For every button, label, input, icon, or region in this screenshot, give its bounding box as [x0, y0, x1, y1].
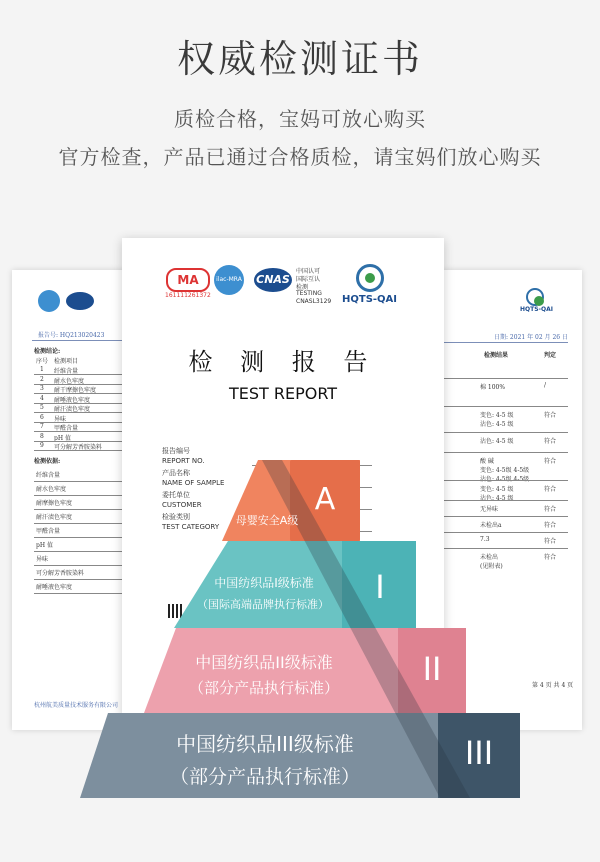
grade-a-label: 母婴安全A级 — [235, 514, 299, 527]
left-conclusion-head: 检测结论: — [34, 348, 61, 355]
left-col-item: 检测项目 — [54, 358, 79, 365]
right-result-judge: 符合 — [544, 486, 557, 493]
right-page: 第 4 页 共 4 页 — [532, 682, 574, 689]
right-col-result: 检测结果 — [484, 352, 509, 359]
grade-iii-letter: III — [464, 734, 494, 772]
right-hqts-label: HQTS-QAI — [520, 306, 554, 313]
grade-i-sub: （国际高端品牌执行标准） — [197, 598, 329, 611]
ma-number: 161111261372 — [165, 292, 211, 299]
left-col-no: 序号 — [36, 358, 49, 365]
report-field-label: NAME OF SAMPLE — [162, 479, 225, 487]
right-result-value: 无异味 — [480, 506, 499, 513]
report-field-label: CUSTOMER — [162, 501, 202, 509]
left-row-no: 7 — [40, 423, 44, 430]
report-field-label: 委托单位 — [162, 491, 190, 499]
grade-a-letter: A — [314, 482, 336, 517]
grade-i-letter: I — [375, 568, 385, 606]
left-row-no: 3 — [40, 385, 44, 392]
left-basis-item: 纤维含量 — [36, 472, 61, 479]
report-field-label: REPORT NO. — [162, 457, 205, 465]
left-row-no: 5 — [40, 404, 44, 411]
right-date: 日期: 2021 年 02 月 26 日 — [494, 334, 569, 341]
left-basis-head: 检测依据: — [34, 458, 61, 465]
left-basis-item: 异味 — [36, 556, 49, 563]
cnas-cn1: 中国认可 — [296, 268, 321, 275]
left-basis-item: pH 值 — [36, 542, 53, 549]
right-result-judge: 符合 — [544, 438, 557, 445]
right-result-value: 变色: 4-5 级 沾色: 4-5 级 — [480, 412, 514, 428]
ma-logo-icon: MA — [166, 268, 210, 292]
right-result-value: 沾色: 4-5 级 — [480, 438, 514, 445]
grade-iii-label: 中国纺织品III级标准 — [176, 732, 354, 756]
right-result-judge: 符合 — [544, 522, 557, 529]
left-basis-item: 耐水色牢度 — [36, 486, 67, 493]
report-field-label: TEST CATEGORY — [162, 523, 220, 531]
right-result-value: 变色: 4-5 级 沾色: 4-5 级 — [480, 486, 514, 502]
cnas-cn3: 检测 — [296, 284, 309, 291]
page-title: 权威检测证书 — [176, 37, 423, 81]
report-field-label: 产品名称 — [162, 469, 190, 477]
grade-ii-label: 中国纺织品II级标准 — [195, 653, 333, 672]
subtitle-quality: 质检合格，宝妈可放心购买 — [174, 107, 426, 131]
right-result-judge: / — [544, 382, 547, 389]
report-field-label: 检验类别 — [162, 513, 190, 521]
right-result-value: 未检出 (见附表) — [480, 554, 503, 570]
left-row-no: 6 — [40, 413, 44, 421]
cnas-cn2: 国际互认 — [296, 276, 321, 283]
left-row-item: 耐汗渍色牢度 — [54, 406, 91, 413]
left-row-item: 耐干摩擦色牢度 — [54, 387, 97, 394]
left-row-item: 异味 — [54, 415, 67, 423]
left-row-item: 可分解芳香胺染料 — [54, 444, 103, 451]
left-basis-item: 耐摩擦色牢度 — [36, 500, 73, 507]
right-result-judge: 符合 — [544, 412, 557, 419]
grade-iii-sub: （部分产品执行标准） — [169, 766, 360, 788]
hqts-qai-label: HQTS-QAI — [342, 294, 398, 305]
left-row-no: 1 — [40, 366, 44, 373]
left-company: 杭州航美质量技术服务有限公司 — [34, 702, 119, 709]
right-result-value: 棉 100% — [480, 384, 506, 391]
grade-ii-sub: （部分产品执行标准） — [188, 679, 339, 697]
right-result-value: 未检出a — [480, 522, 502, 529]
right-result-value: 7.3 — [480, 536, 490, 543]
left-row-no: 8 — [40, 432, 44, 440]
report-title-en: TEST REPORT — [228, 384, 338, 403]
left-row-no: 4 — [40, 394, 44, 402]
right-result-judge: 符合 — [544, 506, 557, 513]
right-result-judge: 符合 — [544, 538, 557, 545]
left-row-item: 耐唾液色牢度 — [54, 396, 91, 404]
right-result-judge: 符合 — [544, 458, 557, 465]
right-result-value: 酸 碱 变色: 4-5级 4-5级 沾色: 4-5级 4-5级 — [480, 458, 530, 483]
left-row-no: 9 — [40, 442, 44, 449]
report-field-label: 报告编号 — [162, 447, 190, 455]
left-row-item: 纤维含量 — [54, 368, 79, 375]
cnas-en: TESTING — [296, 290, 322, 297]
left-basis-item: 耐唾液色牢度 — [36, 584, 73, 591]
grade-ii-letter: II — [422, 650, 442, 688]
left-row-item: 甲醛含量 — [54, 425, 79, 432]
left-basis-item: 甲醛含量 — [36, 528, 61, 535]
grade-i-label: 中国纺织品I级标准 — [214, 576, 314, 590]
ilac-mra-logo-icon: ilac-MRA — [214, 265, 244, 295]
left-row-no: 2 — [40, 375, 44, 383]
right-col-judge: 判定 — [544, 352, 557, 359]
cnas-logo-icon: CNAS — [254, 268, 292, 292]
cnas-no: CNASL3129 — [296, 298, 332, 305]
left-basis-item: 耐汗渍色牢度 — [36, 514, 73, 521]
right-result-judge: 符合 — [544, 554, 557, 561]
report-title-cn: 检 测 报 告 — [188, 348, 378, 376]
left-row-item: pH 值 — [54, 434, 71, 442]
left-basis-item: 可分解芳香胺染料 — [36, 570, 85, 577]
left-row-item: 耐水色牢度 — [54, 377, 85, 385]
subtitle-official: 官方检查，产品已通过合格质检，请宝妈们放心购买 — [58, 145, 542, 169]
left-report-no: 报告号: HQ21302042​3 — [38, 332, 105, 339]
